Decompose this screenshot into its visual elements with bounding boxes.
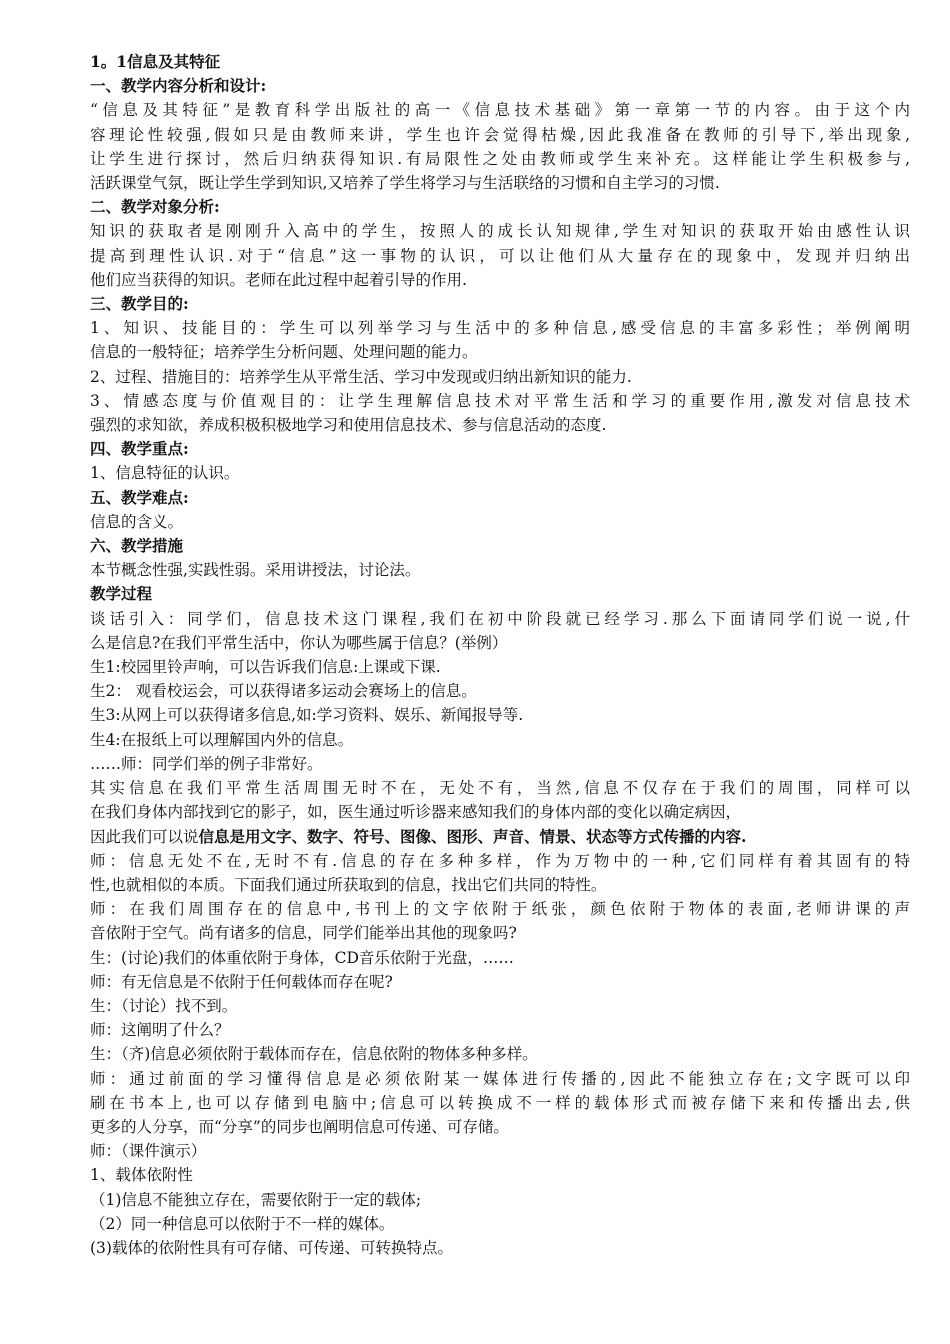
body-text-line (90, 1163, 910, 1187)
section-heading (90, 195, 910, 219)
body-text-line (90, 123, 910, 147)
body-text-line (90, 389, 910, 413)
line-text: 生：（讨论）找不到。 (90, 996, 238, 1015)
body-text-line (90, 825, 910, 849)
body-text-line (90, 655, 910, 679)
section-heading (90, 534, 910, 558)
line-text: 生4:在报纸上可以理解国内外的信息。 (90, 730, 354, 749)
line-text: 3、情感态度与价值观目的：让学生理解信息技术对平常生活和学习的重要作用,激发对信息技术 (90, 391, 910, 410)
body-text-line (90, 703, 910, 727)
body-text-line (90, 1188, 910, 1212)
line-text: 师：有无信息是不依附于任何载体而存在呢? (90, 972, 393, 991)
body-text-line (90, 1139, 910, 1163)
section-heading (90, 74, 910, 98)
body-text-line (90, 946, 910, 970)
line-text: 音依附于空气。尚有诸多的信息，同学们能举出其他的现象吗? (90, 924, 517, 943)
line-text: 容理论性较强,假如只是由教师来讲，学生也许会觉得枯燥,因此我准备在教师的引导下,举出现象, (90, 125, 910, 144)
body-text-line (90, 679, 910, 703)
line-text: 他们应当获得的知识。老师在此过程中起着引导的作用. (90, 270, 467, 289)
section-heading (90, 292, 910, 316)
line-text: 生2： 观看校运会，可以获得诸多运动会赛场上的信息。 (90, 682, 477, 701)
line-text: 谈话引入：同学们，信息技术这门课程,我们在初中阶段就已经学习.那么下面请同学们说一说,什 (90, 609, 910, 628)
line-text: 生：(讨论)我们的体重依附于身体，CD音乐依附于光盘，…… (90, 948, 514, 967)
body-text-line (90, 1091, 910, 1115)
body-text-line (90, 631, 910, 655)
body-text-line (90, 219, 910, 243)
line-text: 1、知识、技能目的：学生可以列举学习与生活中的多种信息,感受信息的丰富多彩性；举例阐明 (90, 319, 910, 338)
body-text-line (90, 558, 910, 582)
line-text: 刷在书本上,也可以存储到电脑中;信息可以转换成不一样的载体形式而被存储下来和传播出去,供 (90, 1093, 910, 1112)
line-text: 二、教学对象分析: (90, 197, 220, 217)
line-text: 五、教学难点: (90, 487, 189, 507)
line-text: 强烈的求知欲，养成积极积极地学习和使用信息技术、参与信息活动的态度. (90, 416, 607, 435)
line-text: 活跃课堂气氛，既让学生学到知识,又培养了学生将学习与生活联络的习惯和自主学习的习惯. (90, 174, 720, 193)
body-text-line (90, 340, 910, 364)
line-text: 生1:校园里铃声响，可以告诉我们信息:上课或下课. (90, 658, 441, 677)
section-heading (90, 437, 910, 461)
body-text-line (90, 994, 910, 1018)
line-text: 师：通过前面的学习懂得信息是必须依附某一媒体进行传播的,因此不能独立存在;文字既可以印 (90, 1069, 910, 1088)
body-text-line (90, 1212, 910, 1236)
line-text: 其实信息在我们平常生活周围无时不在，无处不有，当然,信息不仅存在于我们的周围，同样可以 (90, 779, 910, 798)
line-text: 因此我们可以说 (90, 827, 199, 846)
body-text-line (90, 510, 910, 534)
line-text: 六、教学措施 (90, 536, 184, 556)
line-text: 本节概念性强,实践性弱。采用讲授法，讨论法。 (90, 561, 421, 580)
body-text-line (90, 776, 910, 800)
body-text-line (90, 147, 910, 171)
body-text-line (90, 970, 910, 994)
body-text-line (90, 1018, 910, 1042)
line-text: 四、教学重点: (90, 439, 189, 459)
line-text: 性,也就相似的本质。下面我们通过所获取到的信息，找出它们共同的特性。 (90, 875, 607, 894)
line-text: 信息的一般特征；培养学生分析问题、处理问题的能力。 (90, 343, 478, 362)
body-text-line (90, 268, 910, 292)
line-text: “信息及其特征”是教育科学出版社的高一《信息技术基础》第一章第一节的内容。由于这个内 (90, 101, 910, 120)
line-text: 教学过程 (90, 584, 153, 604)
line-text: (3)载体的依附性具有可存储、可传递、可转换特点。 (90, 1238, 453, 1257)
body-text-line (90, 897, 910, 921)
line-text: 师：这阐明了什么？ (90, 1021, 230, 1040)
line-text: 在我们身体内部找到它的影子，如，医生通过听诊器来感知我们的身体内部的变化以确定病因， (90, 803, 742, 822)
line-text: 生：（齐)信息必须依附于载体而存在，信息依附的物体多种多样。 (90, 1045, 538, 1064)
section-heading (90, 486, 910, 510)
body-text-line (90, 1236, 910, 1260)
body-text-line (90, 98, 910, 122)
line-text: 更多的人分享，而“分享”的同步也阐明信息可传递、可存储。 (90, 1117, 509, 1136)
line-text: 一、教学内容分析和设计: (90, 76, 267, 96)
line-text: 三、教学目的: (90, 294, 189, 314)
body-text-line (90, 1115, 910, 1139)
body-text-line (90, 873, 910, 897)
body-text-line (90, 1067, 910, 1091)
body-text-line (90, 800, 910, 824)
body-text-line (90, 607, 910, 631)
body-text-line (90, 413, 910, 437)
body-text-line (90, 316, 910, 340)
body-text-line (90, 365, 910, 389)
line-text: 知识的获取者是刚刚升入高中的学生，按照人的成长认知规律,学生对知识的获取开始由感性认识 (90, 222, 910, 241)
body-text-line (90, 171, 910, 195)
line-text: 1。1信息及其特征 (90, 52, 221, 71)
body-text-line (90, 1042, 910, 1066)
line-text: 信息的含义。 (90, 512, 184, 531)
section-heading (90, 50, 910, 74)
line-text: 提高到理性认识.对于“信息”这一事物的认识，可以让他们从大量存在的现象中，发现并归纳出 (90, 246, 910, 265)
line-text: （1)信息不能独立存在，需要依附于一定的载体; (90, 1190, 422, 1209)
line-text: 师：（课件演示） (90, 1142, 207, 1161)
body-text-line (90, 849, 910, 873)
line-text: 1、载体依附性 (90, 1166, 193, 1185)
line-text: 1、信息特征的认识。 (90, 464, 240, 483)
body-text-line (90, 921, 910, 945)
line-text: 师：在我们周围存在的信息中,书刊上的文字依附于纸张，颜色依附于物体的表面,老师讲课的声 (90, 900, 910, 919)
body-text-line (90, 244, 910, 268)
line-text: 么是信息?在我们平常生活中，你认为哪些属于信息？(举例） (90, 633, 508, 652)
document-page (90, 50, 910, 1260)
line-text: 2、过程、措施目的：培养学生从平常生活、学习中发现或归纳出新知识的能力. (90, 367, 632, 386)
definition-emphasis: 信息是用文字、数字、符号、图像、图形、声音、情景、状态等方式传播的内容. (198, 826, 747, 846)
line-text: （2）同一种信息可以依附于不一样的媒体。 (90, 1214, 395, 1233)
line-text: 让学生进行探讨，然后归纳获得知识.有局限性之处由教师或学生来补充。这样能让学生积极参与, (90, 149, 910, 168)
line-text: 师：信息无处不在,无时不有.信息的存在多种多样，作为万物中的一种,它们同样有着其固有的特 (90, 851, 910, 870)
body-text-line (90, 728, 910, 752)
line-text: ……师：同学们举的例子非常好。 (90, 754, 323, 773)
section-heading (90, 582, 910, 606)
line-text: 生3:从网上可以获得诸多信息,如:学习资料、娱乐、新闻报导等. (90, 706, 524, 725)
body-text-line (90, 752, 910, 776)
body-text-line (90, 461, 910, 485)
